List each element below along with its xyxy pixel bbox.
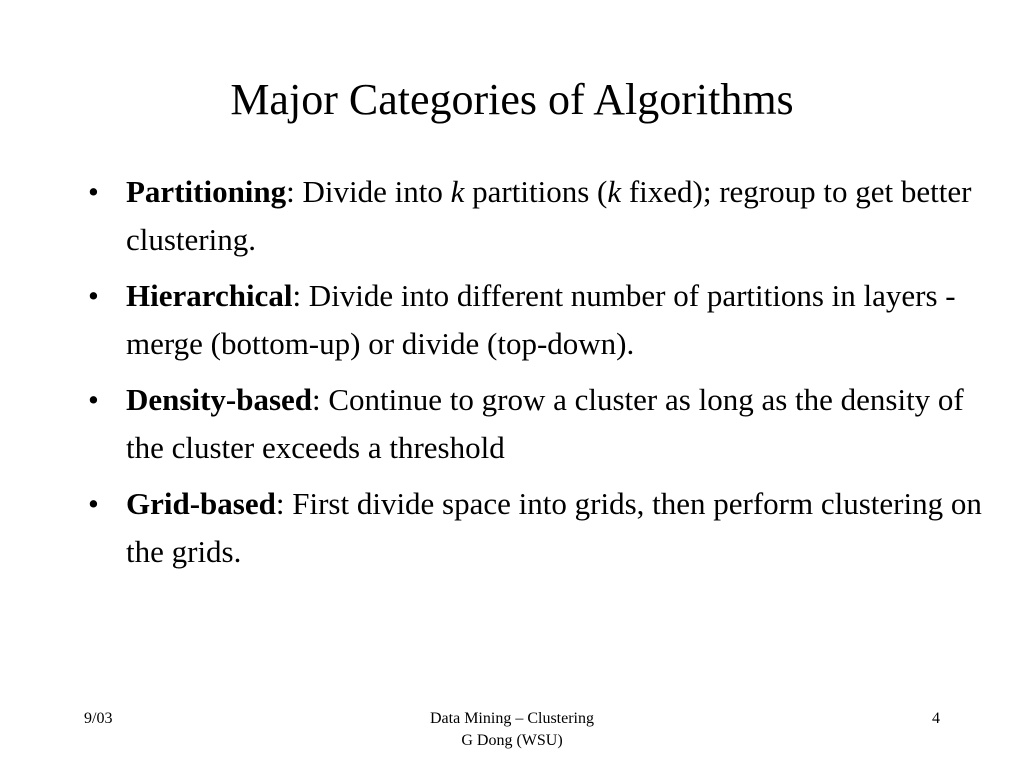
bullet-hierarchical <box>84 272 984 368</box>
bullet-variable: k <box>450 174 465 209</box>
bullet-term: Hierarchical <box>126 278 293 313</box>
bullet-text: fixed); regroup to get better clustering. <box>126 174 972 257</box>
footer-page-number: 4 <box>932 710 940 727</box>
footer-course: Data Mining – Clustering <box>430 710 594 727</box>
bullet-list <box>84 168 984 584</box>
bullet-dot-icon: • <box>88 382 99 417</box>
bullet-text: : Divide into different number of partitions in layers - merge (bottom-up) or divide (top-down). <box>126 278 956 361</box>
bullet-text: : Divide into <box>286 174 451 209</box>
bullet-text: : Continue to grow a cluster as long as the density of the cluster exceeds a threshold <box>126 382 964 465</box>
footer-date: 9/03 <box>84 710 113 727</box>
footer-author: G Dong (WSU) <box>461 732 563 749</box>
bullet-term: Density-based <box>126 382 313 417</box>
slide-title: Major Categories of Algorithms <box>230 75 794 124</box>
bullet-dot-icon: • <box>88 174 99 209</box>
bullet-partitioning <box>84 168 984 264</box>
bullet-dot-icon: • <box>88 486 99 521</box>
bullet-dot-icon: • <box>88 278 99 313</box>
bullet-density-based <box>84 376 984 472</box>
bullet-grid-based <box>84 480 984 576</box>
bullet-term: Grid-based <box>126 486 276 521</box>
footer-center <box>312 708 712 752</box>
bullet-variable: k <box>607 174 622 209</box>
bullet-term: Partitioning <box>126 174 287 209</box>
bullet-text: partitions ( <box>464 174 608 209</box>
bullet-text: : First divide space into grids, then perform clustering on the grids. <box>126 486 982 569</box>
